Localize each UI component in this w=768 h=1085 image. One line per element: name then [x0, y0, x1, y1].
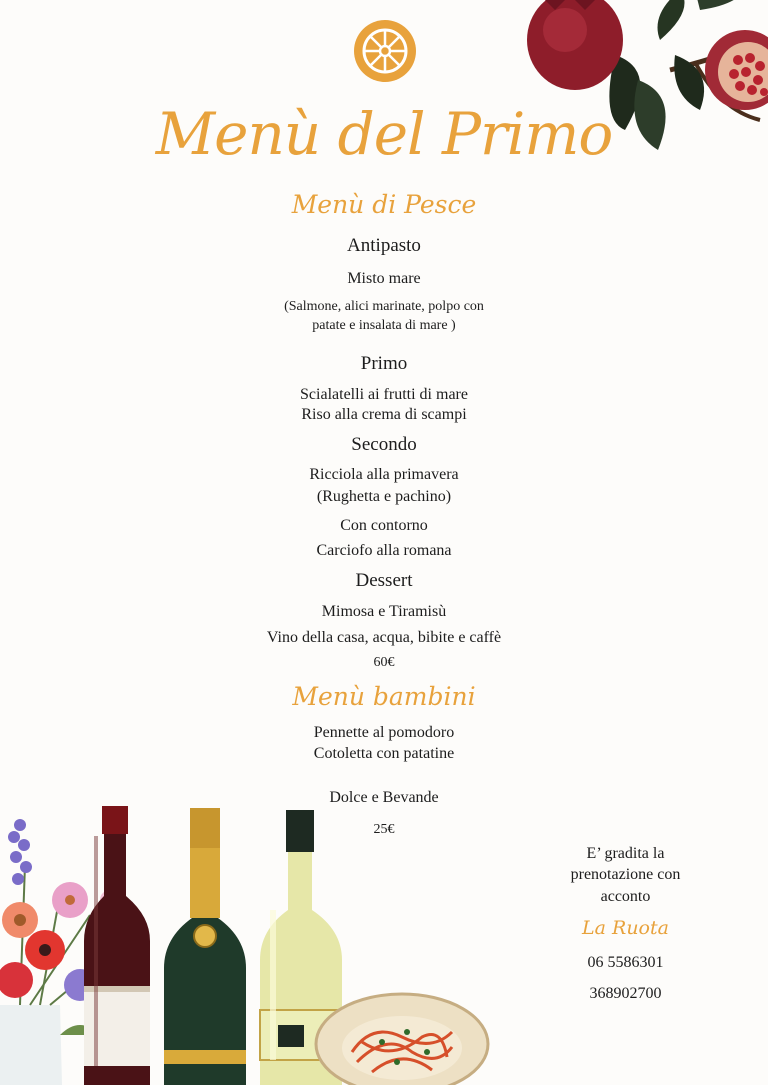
- wine-bottle-illustration: [80, 806, 152, 1085]
- antipasto-note-line2: patate e insalata di mare ): [312, 318, 456, 333]
- pesce-price: 60€: [373, 655, 395, 670]
- bambini-price: 25€: [373, 822, 395, 837]
- champagne-bottle-illustration: [162, 808, 248, 1085]
- reservation-line1: E’ gradita la: [586, 845, 665, 862]
- spaghetti-plate-illustration: [312, 992, 492, 1085]
- primo-item2: Riso alla crema di scampi: [301, 406, 467, 423]
- dessert-item: Mimosa e Tiramisù: [321, 603, 447, 620]
- reservation-line3: acconto: [600, 888, 651, 905]
- bambini-extras: Dolce e Bevande: [329, 789, 439, 806]
- contorno-item: Carciofo alla romana: [316, 542, 452, 559]
- antipasto-note-line1: (Salmone, alici marinate, polpo con: [284, 299, 484, 314]
- page-title: Menù del Primo: [155, 100, 613, 168]
- section-heading-pesce: Menù di Pesce: [291, 190, 477, 219]
- restaurant-name: La Ruota: [582, 917, 669, 939]
- phone-2: 368902700: [589, 985, 662, 1002]
- section-heading-bambini: Menù bambini: [292, 682, 476, 711]
- dessert-heading: Dessert: [355, 570, 413, 591]
- primo-item1: Scialatelli ai frutti di mare: [300, 386, 468, 403]
- antipasto-item: Misto mare: [347, 270, 421, 287]
- secondo-note: (Rughetta e pachino): [316, 488, 452, 505]
- secondo-heading: Secondo: [351, 434, 417, 455]
- bambini-item1: Pennette al pomodoro: [313, 724, 455, 741]
- primo-heading: Primo: [360, 353, 408, 374]
- drinks-line: Vino della casa, acqua, bibite e caffè: [266, 629, 502, 646]
- bambini-item2: Cotoletta con patatine: [313, 745, 455, 762]
- antipasto-heading: Antipasto: [347, 235, 421, 256]
- secondo-item: Ricciola alla primavera: [309, 466, 459, 483]
- reservation-line2: prenotazione con: [570, 866, 681, 883]
- phone-1: 06 5586301: [587, 954, 664, 971]
- wheel-logo-icon: [353, 19, 417, 83]
- contorno-label: Con contorno: [340, 517, 428, 534]
